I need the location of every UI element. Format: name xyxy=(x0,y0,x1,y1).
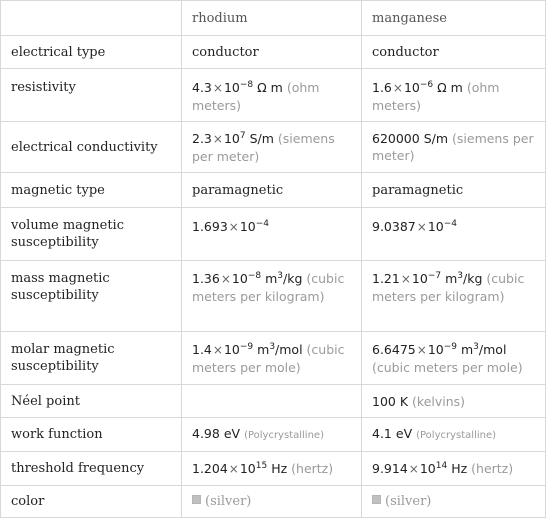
value: 620000 xyxy=(372,131,420,146)
unit: Hz xyxy=(271,460,288,476)
value-cell xyxy=(182,452,362,486)
exponent: 15 xyxy=(255,460,268,471)
power-base: 10 xyxy=(239,460,256,476)
exponent: −4 xyxy=(255,218,270,229)
value: 4.1 xyxy=(372,426,392,441)
value-cell: paramagnetic xyxy=(182,173,362,208)
unit xyxy=(257,342,302,357)
mantissa: 1.204 xyxy=(192,460,228,476)
times-sign: × xyxy=(416,342,427,357)
value-cell xyxy=(362,122,546,173)
value: 100 xyxy=(372,393,396,409)
value-cell xyxy=(182,69,362,122)
unit: S/m xyxy=(249,130,274,146)
power-base: 10 xyxy=(411,271,428,286)
mantissa: 1.36 xyxy=(192,271,220,286)
unit-note: (cubic meters per mole) xyxy=(192,341,345,375)
unit xyxy=(461,342,506,357)
unit-base: m xyxy=(445,271,458,286)
unit-exponent: 3 xyxy=(269,341,276,352)
unit: Hz xyxy=(451,460,468,476)
power-base: 10 xyxy=(427,219,444,234)
unit-note: (Polycrystalline) xyxy=(244,430,324,441)
unit xyxy=(265,271,302,286)
row-label: work function xyxy=(1,418,182,452)
row-label: magnetic type xyxy=(1,173,182,208)
times-sign: × xyxy=(212,81,223,95)
times-sign: × xyxy=(220,272,231,286)
power-base: 10 xyxy=(231,271,248,286)
mantissa: 1.21 xyxy=(372,271,400,286)
table-row xyxy=(1,208,546,261)
unit-note: (ohm meters) xyxy=(192,80,320,113)
exponent: −8 xyxy=(239,79,254,90)
power-base: 10 xyxy=(403,80,420,95)
color-name: (silver) xyxy=(205,494,252,509)
exponent: −4 xyxy=(443,218,457,229)
exponent: −9 xyxy=(443,341,457,352)
value-cell xyxy=(182,208,362,261)
power-base: 10 xyxy=(239,219,256,234)
unit-rest: /mol xyxy=(478,341,507,357)
unit-note: (hertz) xyxy=(291,460,334,476)
value-cell xyxy=(182,332,362,385)
exponent: 7 xyxy=(239,130,246,141)
unit: S/m xyxy=(423,131,449,146)
table-row xyxy=(1,332,546,385)
unit-note: (siemens per meter) xyxy=(192,130,335,164)
unit-base: m xyxy=(265,271,278,286)
value-cell xyxy=(182,122,362,173)
unit-rest: /kg xyxy=(463,271,483,286)
exponent: −9 xyxy=(239,341,254,352)
unit: eV xyxy=(395,426,413,441)
times-sign: × xyxy=(408,461,419,476)
value-cell: conductor xyxy=(362,36,546,69)
unit: Ω m xyxy=(437,80,463,95)
exponent: 14 xyxy=(435,460,448,471)
header-row xyxy=(1,1,546,36)
table-row xyxy=(1,452,546,486)
table-row xyxy=(1,486,546,518)
row-label: electrical type xyxy=(1,36,182,69)
unit-base: m xyxy=(257,341,270,357)
row-label: volume magnetic susceptibility xyxy=(1,208,182,261)
unit-note: (hertz) xyxy=(471,460,514,476)
row-label: color xyxy=(1,486,182,518)
color-name: (silver) xyxy=(385,494,432,509)
unit-base: m xyxy=(460,341,474,357)
times-sign: × xyxy=(212,131,223,146)
value-cell xyxy=(182,486,362,518)
mantissa: 6.6475 xyxy=(372,341,416,357)
times-sign: × xyxy=(400,272,411,286)
unit-note: (ohm meters) xyxy=(372,80,500,113)
unit-note: (kelvins) xyxy=(412,393,466,409)
table-row xyxy=(1,385,546,418)
unit: Ω m xyxy=(257,80,283,95)
table-row xyxy=(1,36,546,69)
color-swatch xyxy=(372,495,381,504)
unit-note: (cubic meters per mole) xyxy=(372,359,523,375)
column-header-manganese: manganese xyxy=(362,1,546,36)
unit-rest: /kg xyxy=(283,271,303,286)
unit-note: (Polycrystalline) xyxy=(416,430,497,441)
table-row xyxy=(1,261,546,332)
value-cell xyxy=(362,385,546,418)
exponent: −6 xyxy=(419,79,434,90)
times-sign: × xyxy=(212,342,223,357)
value-cell xyxy=(182,418,362,452)
row-label: threshold frequency xyxy=(1,452,182,486)
power-base: 10 xyxy=(223,80,240,95)
row-label: molar magnetic susceptibility xyxy=(1,332,182,385)
mantissa: 9.914 xyxy=(372,460,408,476)
times-sign: × xyxy=(416,220,427,234)
exponent: −8 xyxy=(247,270,262,281)
row-label: electrical conductivity xyxy=(1,122,182,173)
color-swatch xyxy=(192,495,201,504)
row-label: resistivity xyxy=(1,69,182,122)
value-cell xyxy=(362,69,546,122)
unit-note: (cubic meters per kilogram) xyxy=(192,271,345,304)
value-cell: conductor xyxy=(182,36,362,69)
value-cell xyxy=(362,418,546,452)
value-cell xyxy=(362,208,546,261)
unit: eV xyxy=(223,426,241,441)
mantissa: 4.3 xyxy=(192,80,212,95)
value-cell xyxy=(362,332,546,385)
value-cell xyxy=(182,385,362,418)
value-cell xyxy=(362,261,546,332)
mantissa: 1.693 xyxy=(192,219,228,234)
unit-note: (cubic meters per kilogram) xyxy=(372,271,525,304)
power-base: 10 xyxy=(419,460,436,476)
table-row xyxy=(1,173,546,208)
table-row xyxy=(1,122,546,173)
table-row xyxy=(1,418,546,452)
power-base: 10 xyxy=(223,130,240,146)
unit-note: (siemens per meter) xyxy=(372,131,534,163)
times-sign: × xyxy=(228,220,239,234)
unit xyxy=(445,271,482,286)
exponent: −7 xyxy=(427,270,442,281)
value-cell xyxy=(362,452,546,486)
table-row xyxy=(1,69,546,122)
unit-exponent: 3 xyxy=(277,270,283,281)
row-label: mass magnetic susceptibility xyxy=(1,261,182,332)
power-base: 10 xyxy=(427,341,444,357)
power-base: 10 xyxy=(223,341,240,357)
value-cell: paramagnetic xyxy=(362,173,546,208)
unit-rest: /mol xyxy=(275,341,303,357)
unit-exponent: 3 xyxy=(457,270,463,281)
times-sign: × xyxy=(392,81,403,95)
unit-exponent: 3 xyxy=(473,341,479,352)
row-label: Néel point xyxy=(1,385,182,418)
corner-header-cell xyxy=(1,1,182,36)
value-cell xyxy=(362,486,546,518)
value-cell xyxy=(182,261,362,332)
mantissa: 9.0387 xyxy=(372,219,416,234)
column-header-rhodium: rhodium xyxy=(182,1,362,36)
times-sign: × xyxy=(228,461,239,476)
mantissa: 1.4 xyxy=(192,341,212,357)
unit: K xyxy=(399,393,409,409)
mantissa: 2.3 xyxy=(192,130,212,146)
mantissa: 1.6 xyxy=(372,80,392,95)
value: 4.98 xyxy=(192,426,220,441)
